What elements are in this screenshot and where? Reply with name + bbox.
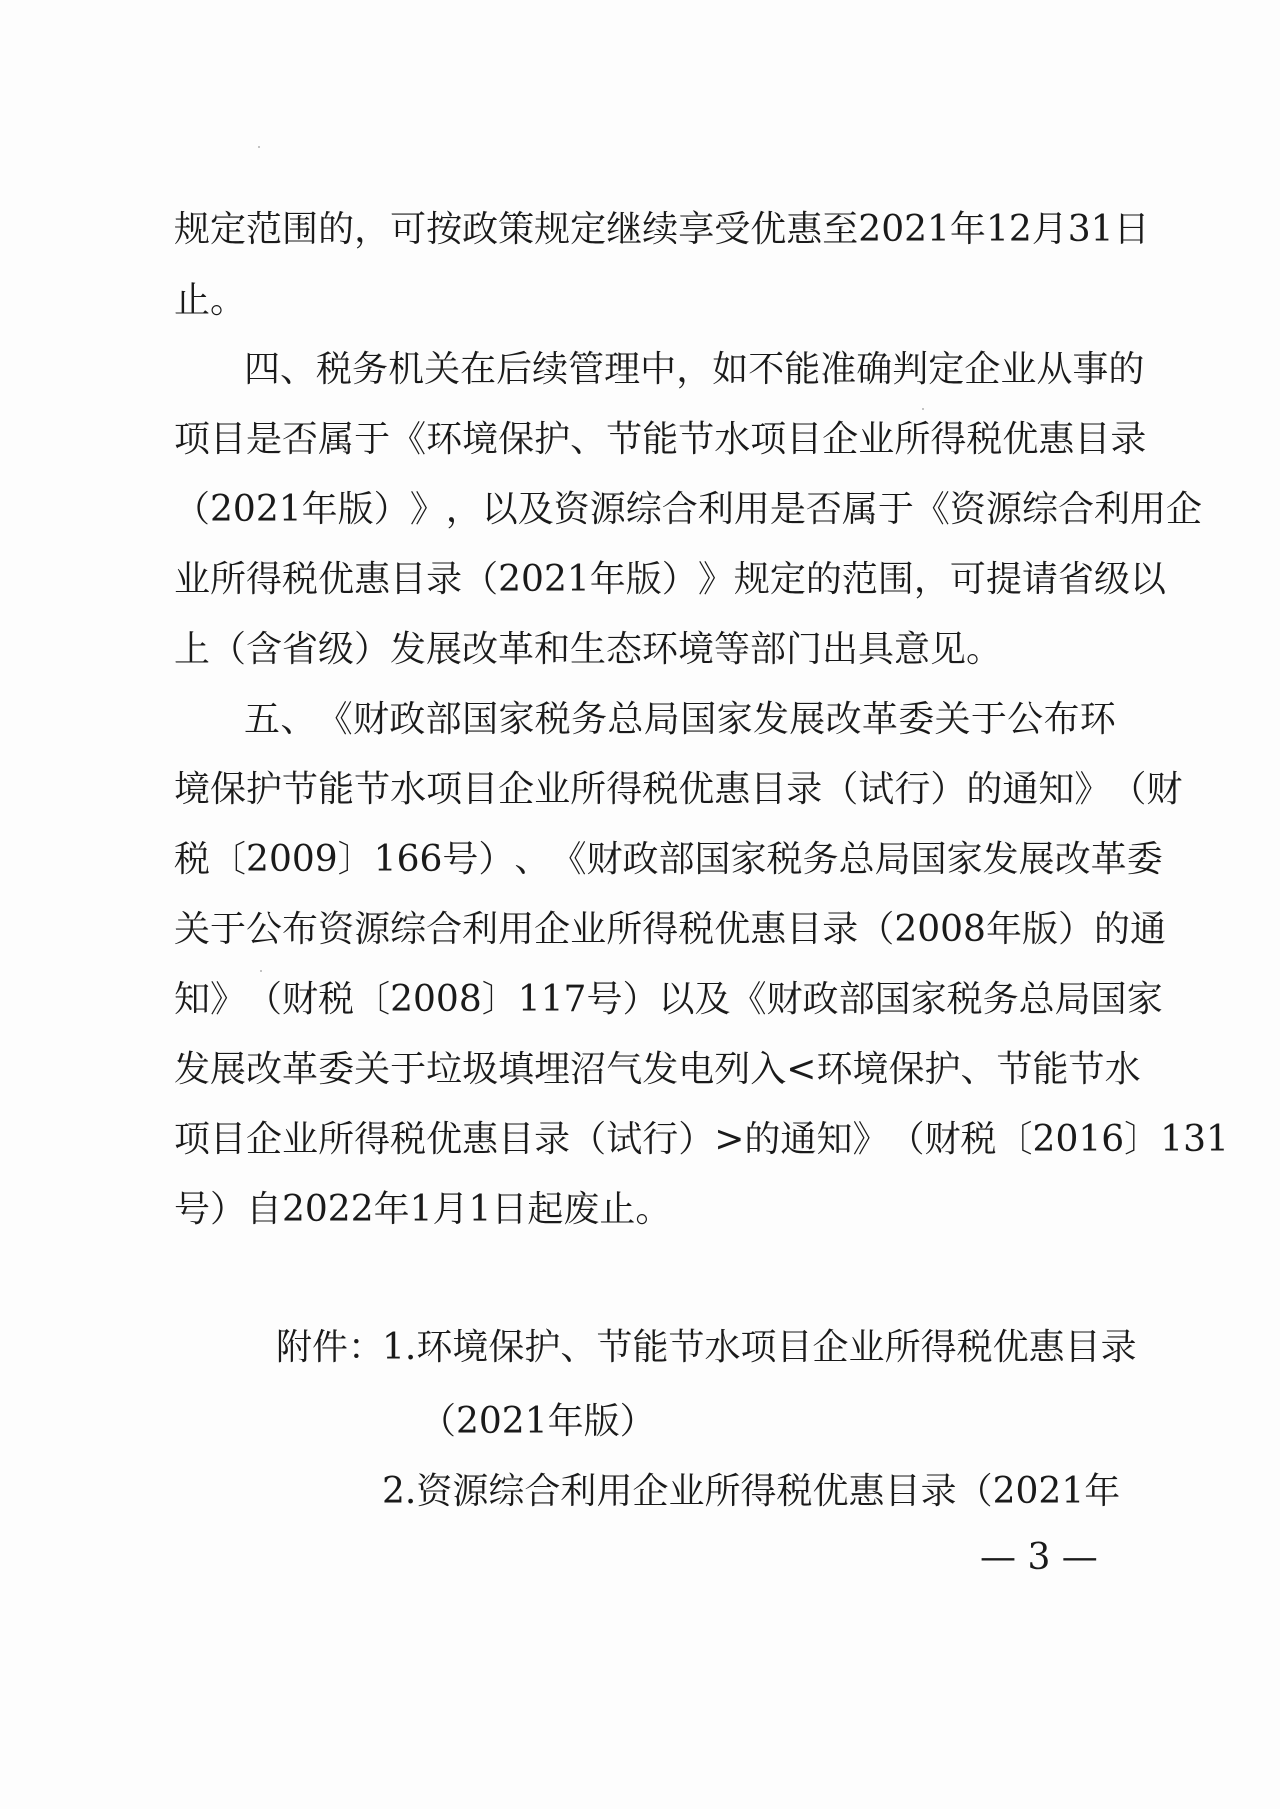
text-line: 规 定 范 围 的 ， 可 按 政 策 规 定 继 续 享 受 优 惠 至 2 0 2 1 年 1 2 月 3 1 日: [174, 209, 1150, 250]
scan-speck: [258, 146, 260, 148]
text-line: 四 、 税 务 机 关 在 后 续 管 理 中 ， 如 不 能 准 确 判 定 企 业 从 事 的: [244, 349, 1145, 390]
text-line: 号）自2022年1月1日起废止。: [174, 1189, 672, 1230]
text-line: 上（含省级）发展改革和生态环境等部门出具意见。: [174, 629, 1003, 670]
text-line: 项 目 企 业 所 得 税 优 惠 目 录 （ 试 行 ） > 的 通 知 》 （ 财 税 〔 2 0 1 6 〕 1 3 1: [174, 1119, 1229, 1160]
scan-speck: [260, 970, 262, 972]
text-line: 关 于 公 布 资 源 综 合 利 用 企 业 所 得 税 优 惠 目 录 （ 2 0 0 8 年 版 ） 的 通: [174, 909, 1167, 950]
text-line: 五 、 《 财 政 部 国 家 税 务 总 局 国 家 发 展 改 革 委 关 于 公 布 环: [244, 699, 1116, 740]
text-line: 项 目 是 否 属 于 《 环 境 保 护 、 节 能 节 水 项 目 企 业 所 得 税 优 惠 目 录: [174, 419, 1147, 460]
attachment-item: 2 . 资 源 综 合 利 用 企 业 所 得 税 优 惠 目 录 （ 2 0 2 1 年: [382, 1471, 1121, 1512]
text-line: 业 所 得 税 优 惠 目 录 （ 2 0 2 1 年 版 ） 》 规 定 的 范 围 ， 可 提 请 省 级 以: [174, 559, 1167, 600]
text-line: 止。: [174, 280, 247, 321]
text-line: 税 〔 2 0 0 9 〕 1 6 6 号 ） 、 《 财 政 部 国 家 税 务 总 局 国 家 发 展 改 革 委: [174, 839, 1163, 880]
text-line: 境 保 护 节 能 节 水 项 目 企 业 所 得 税 优 惠 目 录 （ 试 行 ） 的 通 知 》 （ 财: [174, 769, 1183, 810]
attachments-label: 附件：: [276, 1327, 385, 1368]
attachment-item-continued: （2021年版）: [420, 1401, 656, 1442]
text-line: 发 展 改 革 委 关 于 垃 圾 填 埋 沼 气 发 电 列 入 < 环 境 保 护 、 节 能 节 水: [174, 1049, 1141, 1090]
scan-speck: [922, 408, 924, 410]
attachment-item: 1 . 环 境 保 护 、 节 能 节 水 项 目 企 业 所 得 税 优 惠 目 录: [382, 1327, 1137, 1368]
text-line: （ 2 0 2 1 年 版 ） 》 ， 以 及 资 源 综 合 利 用 是 否 属 于 《 资 源 综 合 利 用 企: [174, 489, 1203, 530]
text-line: 知 》 （ 财 税 〔 2 0 0 8 〕 1 1 7 号 ） 以 及 《 财 政 部 国 家 税 务 总 局 国 家: [174, 979, 1163, 1020]
page-number: — 3 —: [980, 1537, 1098, 1578]
